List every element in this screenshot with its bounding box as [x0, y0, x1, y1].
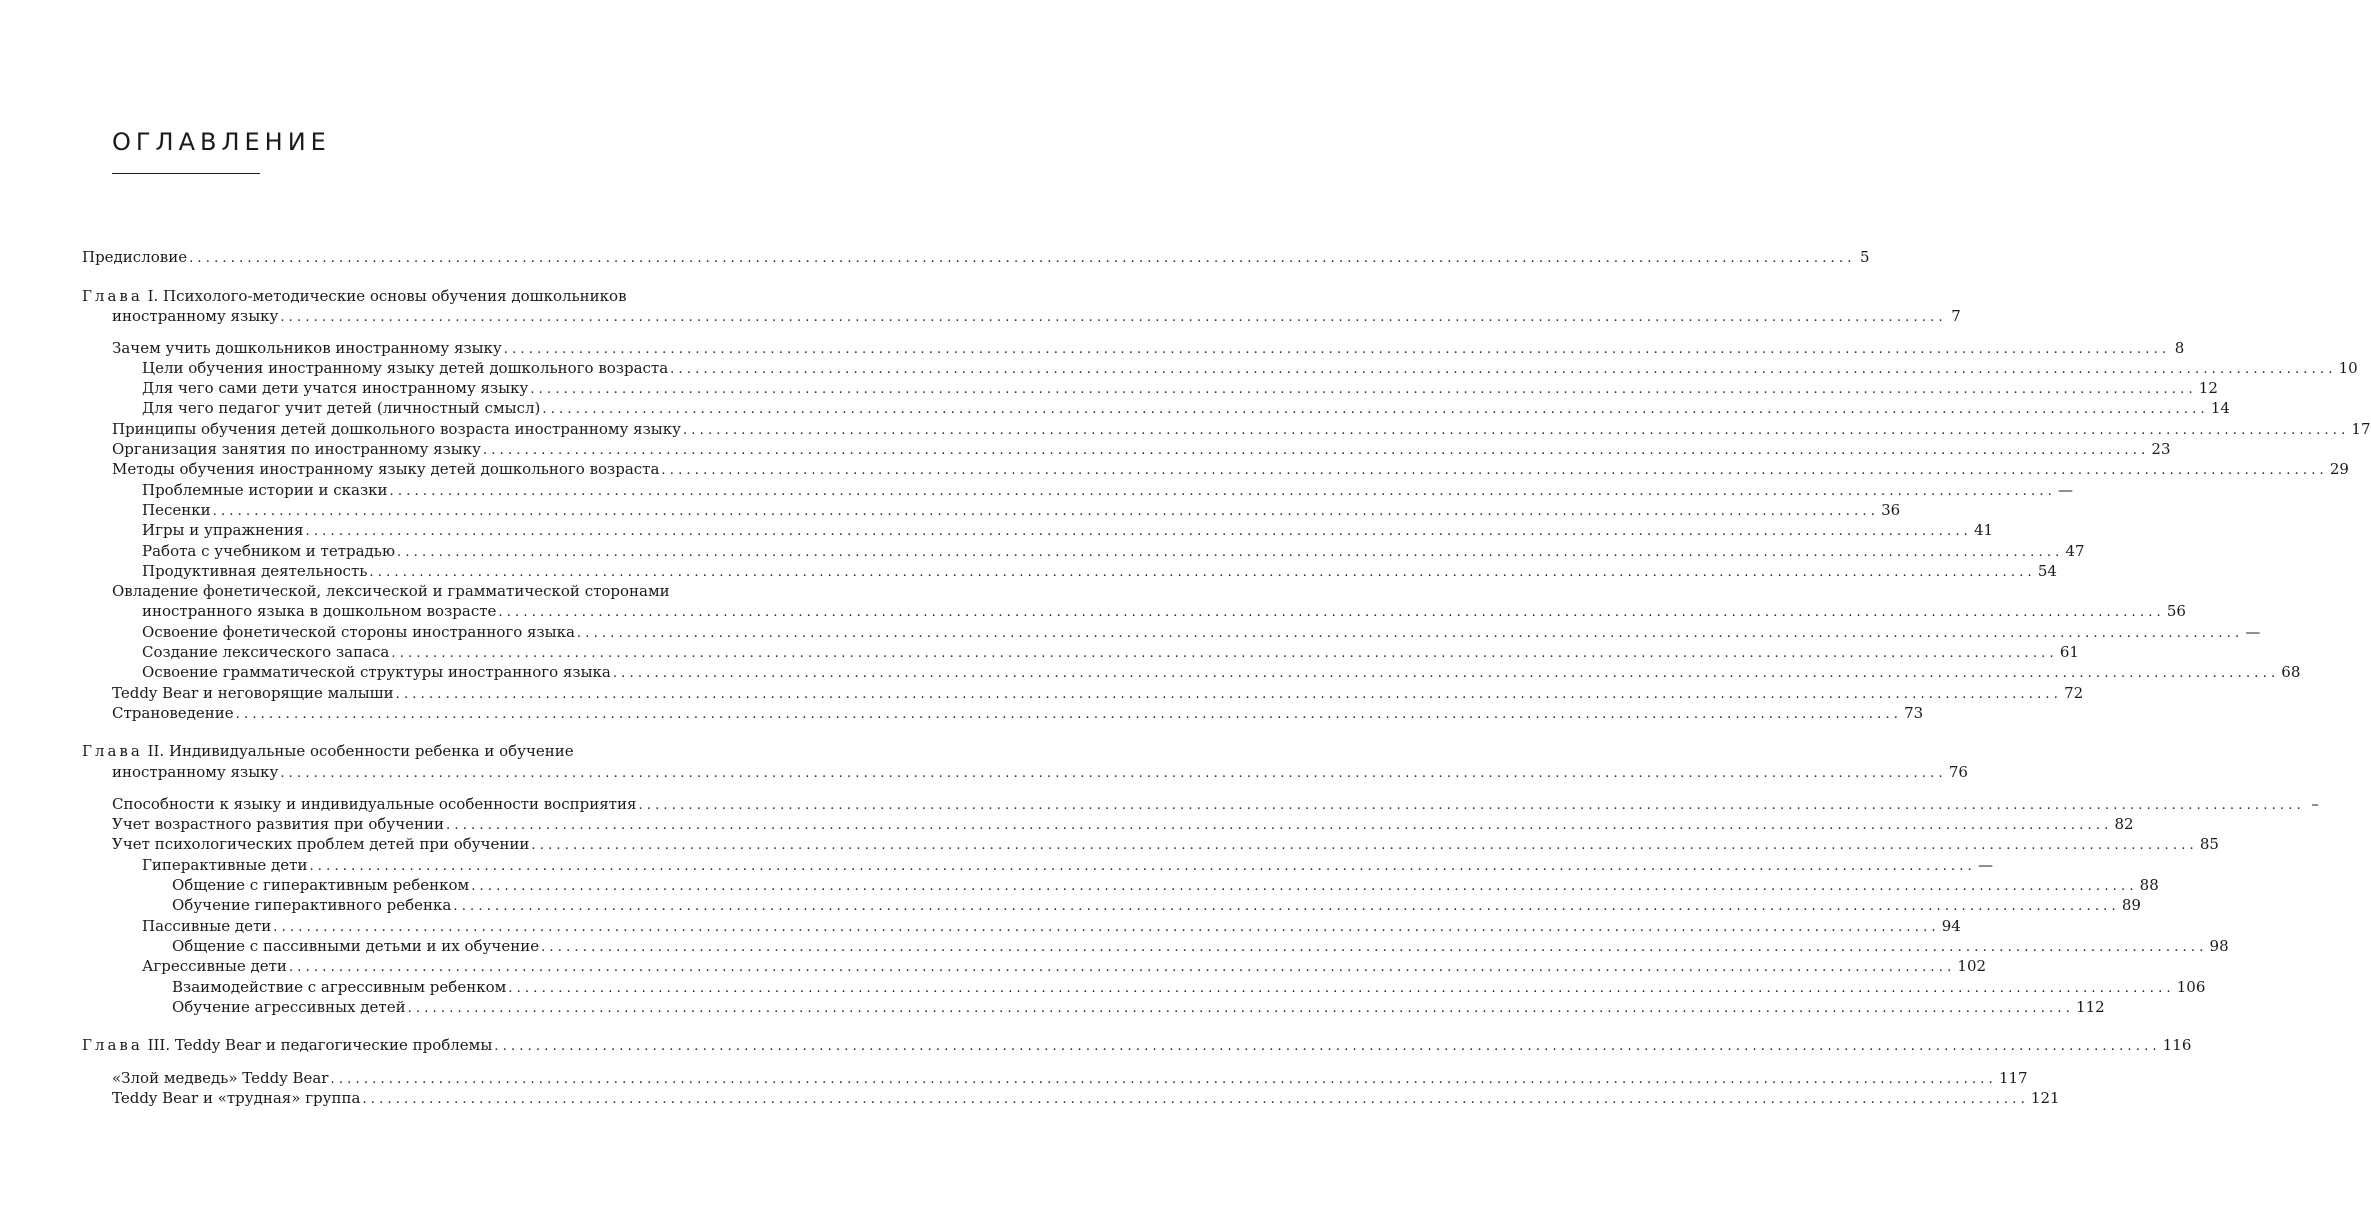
toc-label: Пассивные дети: [142, 917, 272, 935]
toc-page-number: 112: [2076, 998, 2105, 1016]
toc-label: Учет возрастного развития при обучении: [112, 815, 445, 833]
dot-leader: ........................................................................................................................................................................................................: [446, 818, 2113, 833]
dot-leader: ........................................................................................................................................................................................................: [541, 940, 2208, 955]
toc-label: Работа с учебником и тетрадью: [142, 542, 396, 560]
toc-entry[interactable]: [172, 936, 2229, 956]
dot-leader: ........................................................................................................................................................................................................: [389, 484, 2056, 499]
chapter-2-heading-cont[interactable]: [112, 762, 1968, 782]
toc-label: [82, 1035, 492, 1055]
dot-leader: ........................................................................................................................................................................................................: [288, 960, 1956, 975]
toc-page-number: 41: [1973, 521, 1994, 539]
toc-entry[interactable]: [172, 895, 2141, 915]
toc-entry[interactable]: [172, 997, 2105, 1017]
toc-entry[interactable]: [142, 398, 2230, 418]
toc-entry[interactable]: [112, 703, 1924, 723]
toc-entry[interactable]: [142, 561, 2057, 581]
toc-page-number: 54: [2037, 562, 2057, 580]
dot-leader: ........................................................................................................................................................................................................: [471, 879, 2138, 894]
toc-label: Гиперактивные дети: [142, 856, 308, 874]
toc-entry[interactable]: [142, 480, 2073, 500]
toc-entry[interactable]: [112, 1068, 2028, 1088]
toc-page-number: —: [2245, 623, 2261, 641]
dot-leader: ........................................................................................................................................................................................................: [280, 310, 1947, 325]
toc-label: Обучение агрессивных детей: [172, 998, 406, 1016]
toc-page-number: 61: [2059, 643, 2079, 661]
page-title: ОГЛАВЛЕНИЕ: [112, 128, 331, 156]
toc-label: Обучение гиперактивного ребенка: [172, 896, 452, 914]
toc-entry[interactable]: [142, 855, 1993, 875]
toc-label: Teddy Bear и неговорящие малыши: [112, 684, 394, 702]
toc-entry[interactable]: [142, 662, 2301, 682]
toc-label: Методы обучения иностранному языку детей дошкольного возраста: [112, 460, 660, 478]
toc-page-number: —: [1977, 856, 1993, 874]
toc-page-number: 88: [2139, 876, 2159, 894]
toc-entry[interactable]: [112, 439, 2171, 459]
dot-leader: ........................................................................................................................................................................................................: [273, 920, 1940, 935]
toc-page-number: 68: [2281, 663, 2301, 681]
toc-label: Освоение грамматической структуры иностранного языка: [142, 663, 611, 681]
dot-leader: ........................................................................................................................................................................................................: [305, 524, 1972, 539]
dot-leader: ........................................................................................................................................................................................................: [395, 687, 2063, 702]
toc-entry[interactable]: [112, 419, 2371, 439]
toc-page-number: –: [2311, 795, 2319, 813]
chapter-word: Глава: [82, 1036, 143, 1054]
toc-label: «Злой медведь» Teddy Bear: [112, 1069, 329, 1087]
toc-entry[interactable]: [172, 875, 2159, 895]
dot-leader: ........................................................................................................................................................................................................: [369, 565, 2036, 580]
toc-page-number: 5: [1860, 248, 1870, 266]
chapter-title: II. Индивидуальные особенности ребенка и обучение: [147, 742, 574, 760]
toc-label: иностранного языка в дошкольном возрасте: [142, 602, 497, 620]
toc-entry[interactable]: [142, 642, 2079, 662]
toc-page-number: 121: [2030, 1089, 2060, 1107]
toc-entry[interactable]: [172, 977, 2206, 997]
toc-entry[interactable]: [142, 358, 2358, 378]
dot-leader: ........................................................................................................................................................................................................: [661, 463, 2328, 478]
toc-entry[interactable]: [112, 814, 2134, 834]
dot-leader: ........................................................................................................................................................................................................: [212, 504, 1880, 519]
dot-leader: ........................................................................................................................................................................................................: [453, 899, 2120, 914]
dot-leader: ........................................................................................................................................................................................................: [407, 1001, 2075, 1016]
toc-entry[interactable]: [112, 834, 2219, 854]
toc-page-number: 116: [2162, 1036, 2192, 1054]
dot-leader: ........................................................................................................................................................................................................: [576, 626, 2244, 641]
toc-label: Принципы обучения детей дошкольного возраста иностранному языку: [112, 420, 681, 438]
toc-label: Способности к языку и индивидуальные особенности восприятия: [112, 795, 637, 813]
toc-page-number: 89: [2121, 896, 2141, 914]
toc-label: Зачем учить дошкольников иностранному языку: [112, 339, 502, 357]
toc-page-number: 94: [1941, 917, 1961, 935]
chapter-2-heading[interactable]: [82, 741, 574, 761]
toc-entry[interactable]: [112, 794, 2319, 814]
dot-leader: ........................................................................................................................................................................................................: [498, 605, 2165, 620]
toc-label: Для чего педагог учит детей (личностный смысл): [142, 399, 541, 417]
dot-leader: ........................................................................................................................................................................................................: [235, 707, 1903, 722]
dot-leader: ........................................................................................................................................................................................................: [508, 981, 2175, 996]
toc-entry[interactable]: [142, 956, 1987, 976]
toc-label: иностранному языку: [112, 763, 279, 781]
toc-label: Освоение фонетической стороны иностранного языка: [142, 623, 575, 641]
toc-label: Овладение фонетической, лексической и грамматической сторонами: [112, 582, 670, 600]
dot-leader: ........................................................................................................................................................................................................: [189, 251, 1856, 266]
dot-leader: ........................................................................................................................................................................................................: [670, 362, 2337, 377]
toc-label: Агрессивные дети: [142, 957, 287, 975]
dot-leader: ........................................................................................................................................................................................................: [612, 666, 2280, 681]
toc-label: Проблемные истории и сказки: [142, 481, 388, 499]
chapter-title: I. Психолого-методические основы обучения дошкольников: [147, 287, 627, 305]
toc-entry[interactable]: [112, 459, 2349, 479]
toc-label: иностранному языку: [112, 307, 279, 325]
toc-label: Продуктивная деятельность: [142, 562, 368, 580]
toc-page-number: 106: [2176, 978, 2206, 996]
toc-page-number: 72: [2064, 684, 2084, 702]
dot-leader: ........................................................................................................................................................................................................: [530, 382, 2197, 397]
toc-entry[interactable]: [142, 916, 1961, 936]
dot-leader: ........................................................................................................................................................................................................: [682, 423, 2350, 438]
dot-leader: ........................................................................................................................................................................................................: [542, 402, 2209, 417]
toc-label: Взаимодействие с агрессивным ребенком: [172, 978, 507, 996]
toc-entry[interactable]: [142, 541, 2085, 561]
toc-label: Создание лексического запаса: [142, 643, 390, 661]
toc-entry[interactable]: [112, 1088, 2060, 1108]
toc-page-number: 76: [1948, 763, 1968, 781]
toc-label: Учет психологических проблем детей при обучении: [112, 835, 530, 853]
dot-leader: ........................................................................................................................................................................................................: [362, 1092, 2029, 1107]
dot-leader: ........................................................................................................................................................................................................: [638, 798, 2305, 813]
toc-page-number: 29: [2329, 460, 2349, 478]
toc-entry-preface[interactable]: [82, 247, 1870, 267]
toc-entry[interactable]: [142, 500, 1901, 520]
toc-entry[interactable]: [142, 622, 2261, 642]
dot-leader: ........................................................................................................................................................................................................: [482, 443, 2150, 458]
chapter-1-heading[interactable]: [82, 286, 627, 306]
toc-page-number: 117: [1998, 1069, 2028, 1087]
toc-label: Организация занятия по иностранному языку: [112, 440, 481, 458]
toc-entry[interactable]: [112, 581, 670, 601]
toc-page-number: 23: [2151, 440, 2171, 458]
toc-page-number: 56: [2166, 602, 2186, 620]
toc-page-number: 82: [2114, 815, 2134, 833]
toc-page-number: —: [2058, 481, 2073, 499]
dot-leader: ........................................................................................................................................................................................................: [503, 342, 2171, 357]
toc-page-number: 98: [2209, 937, 2229, 955]
toc-label: Страноведение: [112, 704, 234, 722]
chapter-3-heading[interactable]: [82, 1035, 2192, 1055]
chapter-title: III. Teddy Bear и педагогические проблемы: [147, 1036, 493, 1054]
toc-page-number: 10: [2338, 359, 2358, 377]
dot-leader: ........................................................................................................................................................................................................: [391, 646, 2058, 661]
toc-label: Игры и упражнения: [142, 521, 304, 539]
dot-leader: ........................................................................................................................................................................................................: [330, 1072, 1997, 1087]
toc-label: Для чего сами дети учатся иностранному языку: [142, 379, 529, 397]
toc-page-number: 85: [2199, 835, 2219, 853]
chapter-word: Глава: [82, 287, 143, 305]
toc-entry[interactable]: [142, 601, 2186, 621]
dot-leader: ........................................................................................................................................................................................................: [309, 859, 1976, 874]
toc-entry[interactable]: [142, 520, 1994, 540]
dot-leader: ........................................................................................................................................................................................................: [397, 545, 2064, 560]
toc-page-number: 47: [2065, 542, 2085, 560]
dot-leader: ........................................................................................................................................................................................................: [280, 766, 1947, 781]
toc-page-number: 7: [1951, 307, 1961, 325]
chapter-word: Глава: [82, 742, 143, 760]
toc-label: Общение с гиперактивным ребенком: [172, 876, 470, 894]
toc-entry[interactable]: [112, 338, 2185, 358]
toc-page-number: 12: [2198, 379, 2218, 397]
toc-label: Teddy Bear и «трудная» группа: [112, 1089, 361, 1107]
toc-label: Цели обучения иностранному языку детей дошкольного возраста: [142, 359, 669, 377]
toc-page-number: 36: [1881, 501, 1901, 519]
toc-page-number: 73: [1904, 704, 1924, 722]
toc-page-number: 102: [1957, 957, 1987, 975]
toc-label: Общение с пассивными детьми и их обучение: [172, 937, 540, 955]
dot-leader: ........................................................................................................................................................................................................: [494, 1039, 2161, 1054]
toc-page-number: 14: [2210, 399, 2230, 417]
toc-entry[interactable]: [142, 378, 2218, 398]
toc-label: Предисловие: [82, 248, 188, 266]
toc-label: Песенки: [142, 501, 211, 519]
dot-leader: ........................................................................................................................................................................................................: [531, 838, 2198, 853]
toc-page-number: 8: [2174, 339, 2185, 357]
chapter-1-heading-cont[interactable]: [112, 306, 1961, 326]
toc-page-number: 17: [2351, 420, 2371, 438]
toc-entry[interactable]: [112, 683, 2084, 703]
